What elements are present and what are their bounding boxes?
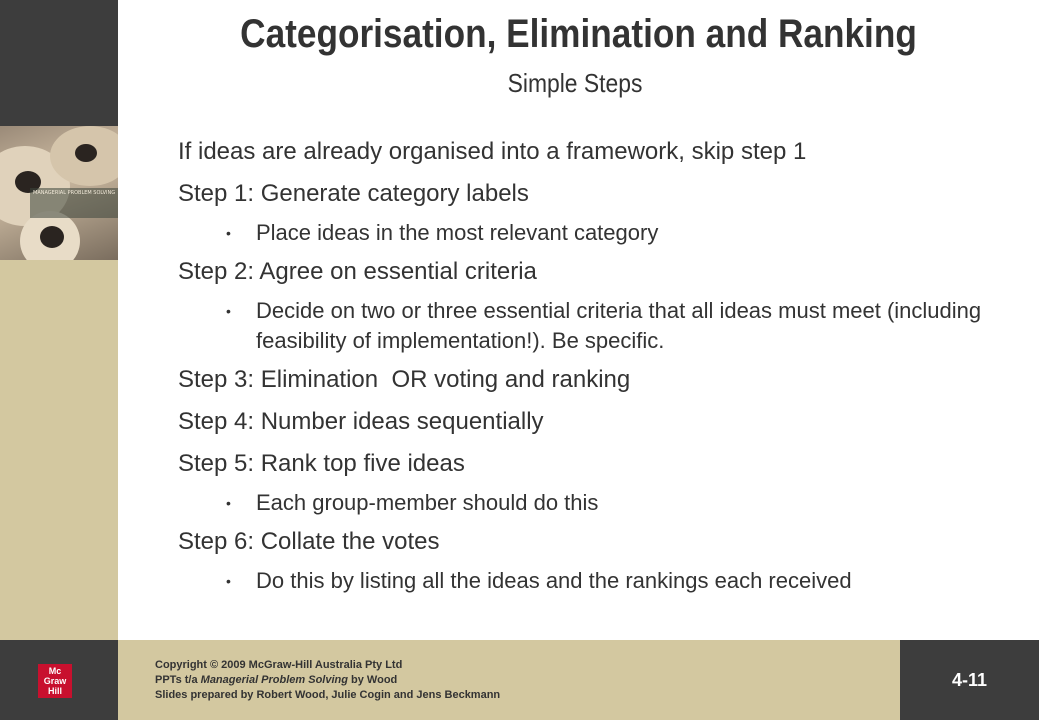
list-item: Step 4: Number ideas sequentially <box>178 408 544 435</box>
list-item: If ideas are already organised into a framework, skip step 1 <box>178 138 807 165</box>
ppts-prefix: PPTs t/a <box>155 674 201 686</box>
sub-list-item-text: Place ideas in the most relevant category <box>256 220 659 245</box>
logo-line: Graw <box>43 676 67 686</box>
book-cover-image <box>0 126 118 260</box>
list-item: Step 6: Collate the votes <box>178 528 440 555</box>
logo-line: Mc <box>48 666 62 676</box>
slide-body <box>178 138 1028 606</box>
book-cover-title: MANAGERIAL PROBLEM SOLVING <box>30 188 118 218</box>
left-tan-panel <box>0 260 118 640</box>
sub-list-item <box>178 488 1028 518</box>
book-title: Managerial Problem Solving <box>200 674 348 686</box>
sub-list-item <box>178 296 1028 356</box>
sub-list-item <box>178 566 1028 596</box>
list-item: Step 3: Elimination OR voting and ranking <box>178 366 631 393</box>
sculpture-hole <box>75 144 97 162</box>
list-item: Step 5: Rank top five ideas <box>178 450 465 477</box>
list-item: Step 1: Generate category labels <box>178 180 529 207</box>
bullet-icon: • <box>226 225 231 241</box>
left-dark-panel <box>0 0 118 126</box>
slide-number: 4-11 <box>951 670 988 690</box>
bullet-icon: • <box>226 495 231 511</box>
mcgraw-hill-logo <box>38 664 72 698</box>
logo-line: Hill <box>47 686 62 696</box>
slide-subtitle: Simple Steps <box>507 68 643 98</box>
sub-list-item-text: Do this by listing all the ideas and the rankings each received <box>256 568 852 593</box>
slide-title: Categorisation, Elimination and Ranking <box>240 12 917 56</box>
sub-list-item <box>178 218 1028 248</box>
list-item: Step 2: Agree on essential criteria <box>178 258 537 285</box>
prepared-by-line: Slides prepared by Robert Wood, Julie Cogin and Jens Beckmann <box>155 689 501 701</box>
copyright-line: Copyright © 2009 McGraw-Hill Australia Pty Ltd <box>155 659 403 671</box>
copyright-notice <box>155 658 500 703</box>
sub-list-item-text: Decide on two or three essential criteria that all ideas must meet (including feasibility of implementation!). Be specific. <box>256 298 982 353</box>
bullet-icon: • <box>226 303 231 319</box>
sub-list-item-text: Each group-member should do this <box>256 490 599 515</box>
sculpture-hole <box>40 226 64 248</box>
bullet-icon: • <box>226 573 231 589</box>
ppts-line <box>155 673 500 688</box>
ppts-suffix: by Wood <box>347 674 398 686</box>
